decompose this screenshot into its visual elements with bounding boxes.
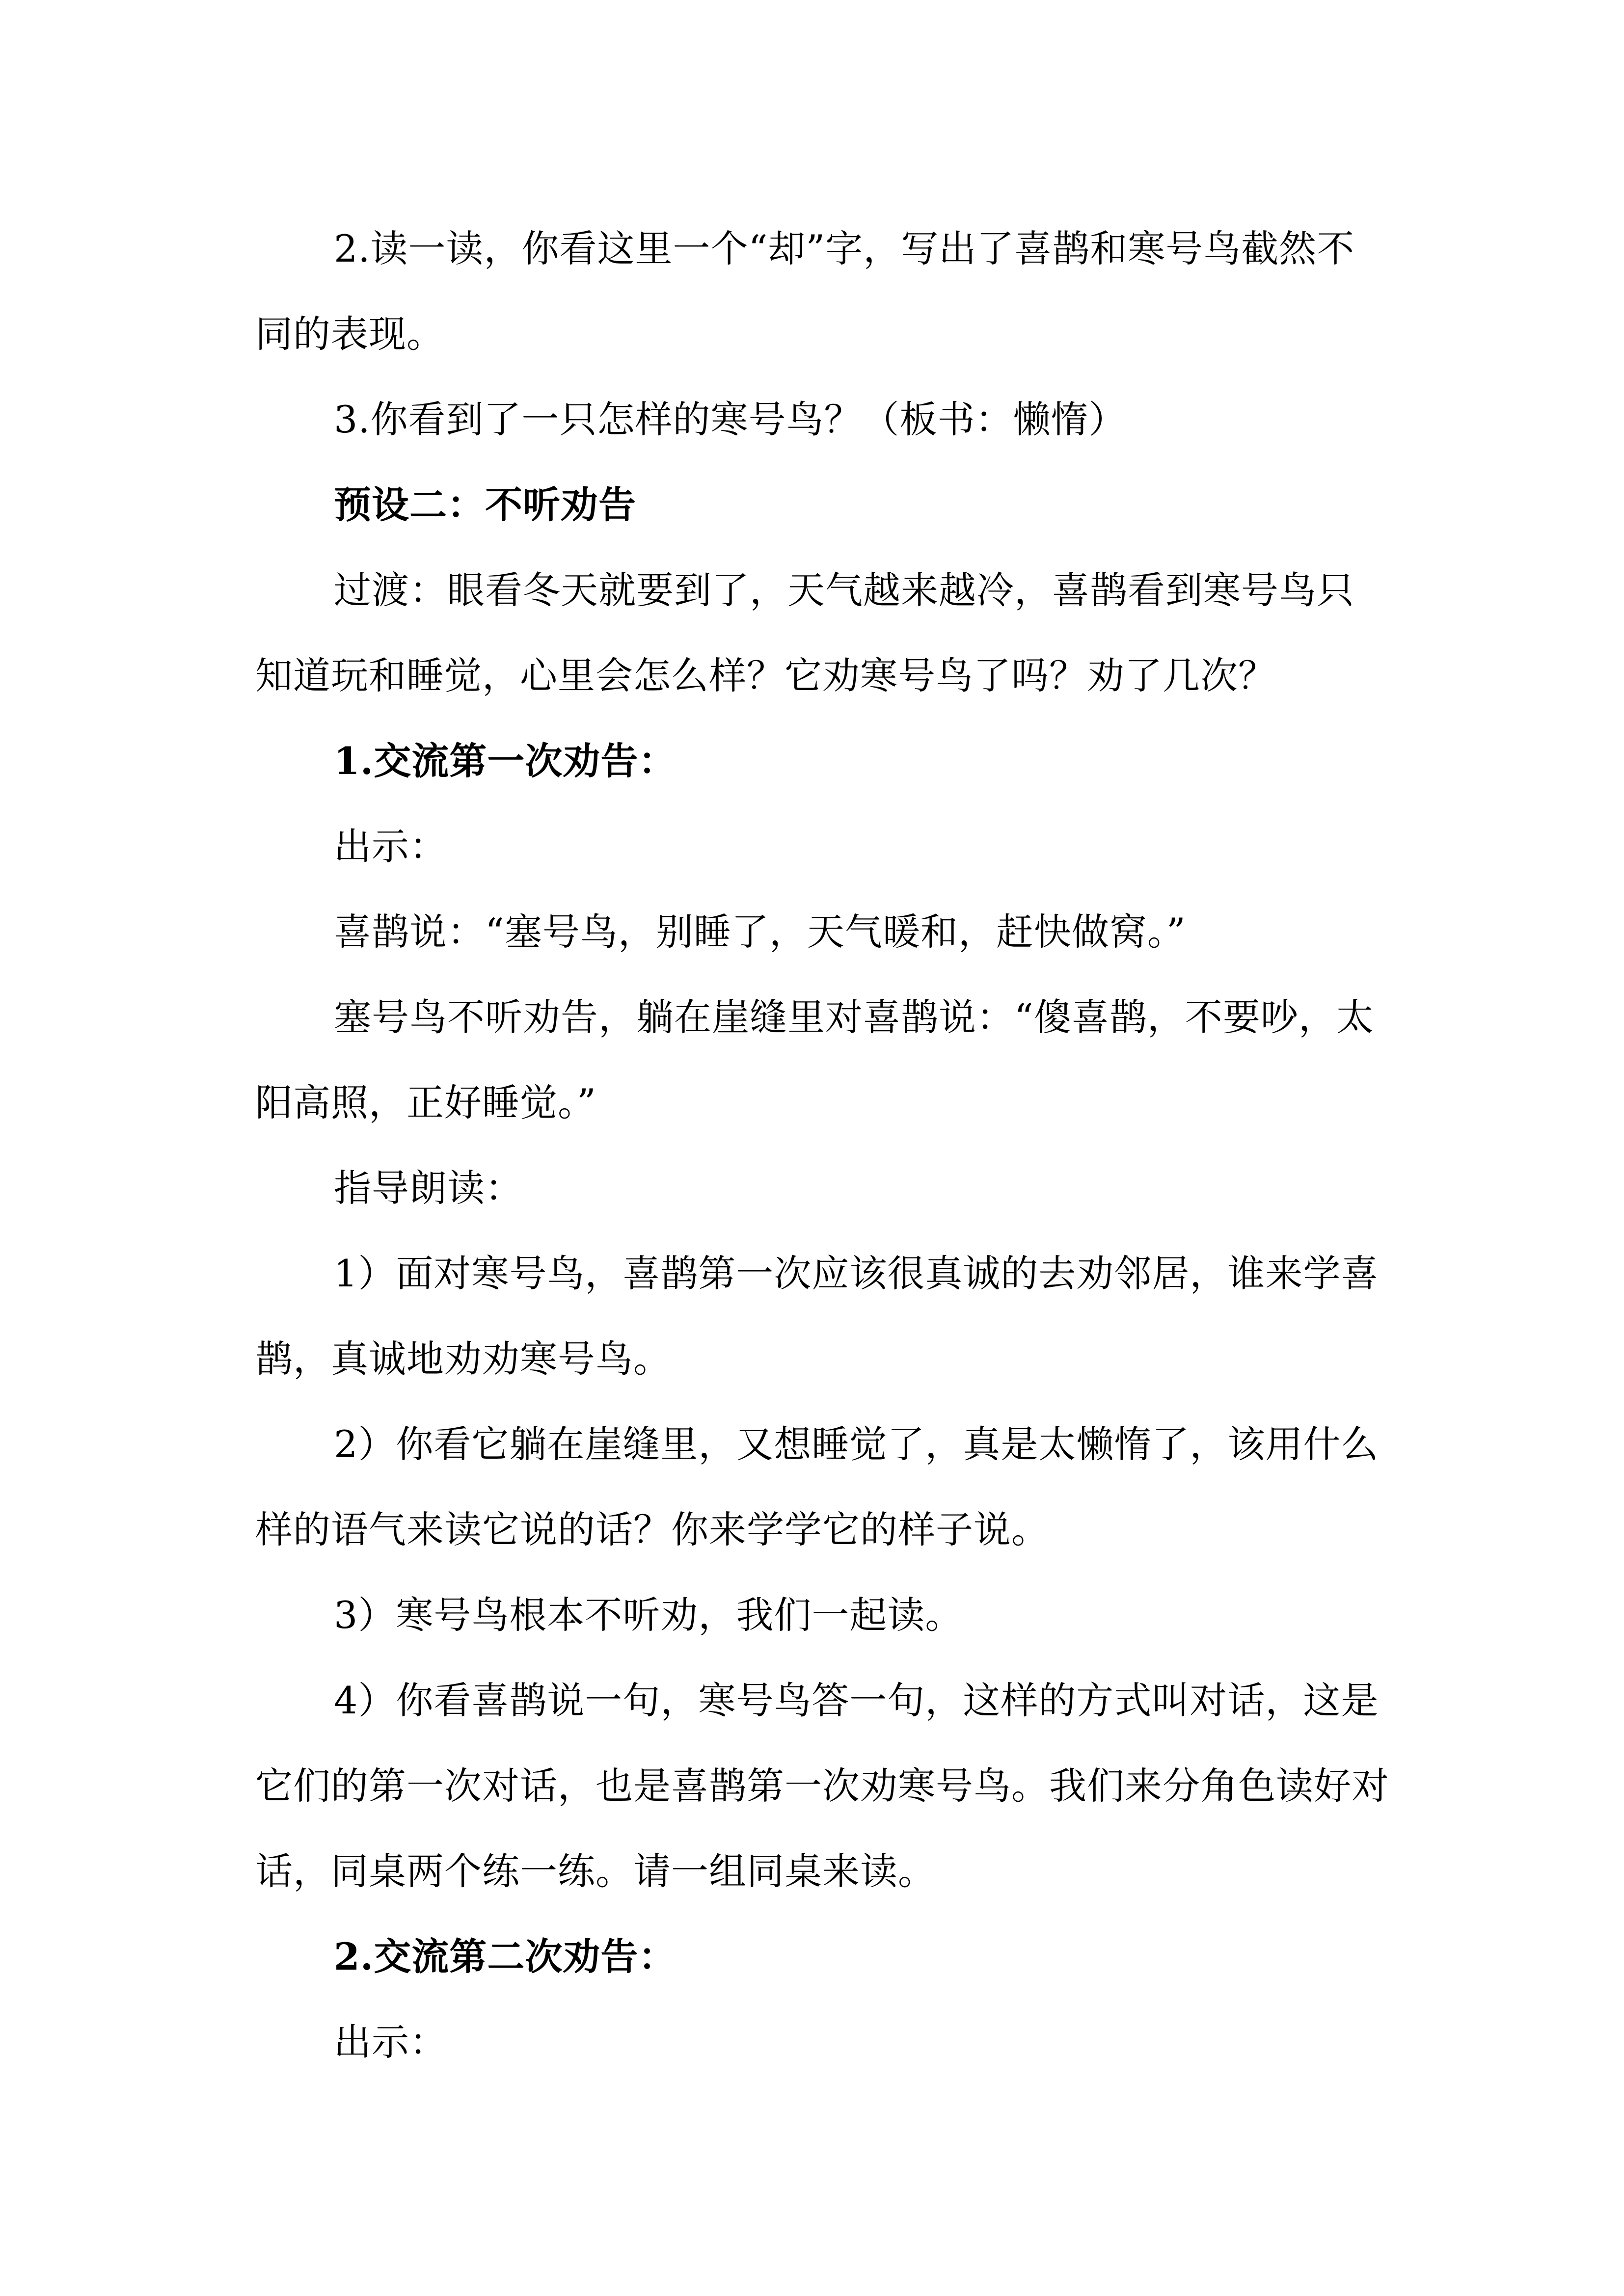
paragraph-reading-que: 2.读一读，你看这里一个“却”字，写出了喜鹊和寒号鸟截然不同的表现。 <box>255 227 1355 356</box>
paragraph-bird-replies: 塞号鸟不听劝告，躺在崖缝里对喜鹊说：“傻喜鹊，不要吵，太阳高照，正好睡觉。” <box>255 995 1374 1124</box>
document-body <box>255 206 1389 2085</box>
heading-first-advice: 1.交流第一次劝告： <box>334 739 677 783</box>
paragraph-guide-1: 1）面对寒号鸟，喜鹊第一次应该很真诚的去劝邻居，谁来学喜鹊，真诚地劝劝寒号鸟。 <box>255 1252 1379 1381</box>
paragraph-magpie-says: 喜鹊说：“塞号鸟，别睡了，天气暖和，赶快做窝。” <box>334 910 1186 954</box>
paragraph-guide-2: 2）你看它躺在崖缝里，又想睡觉了，真是太懒惰了，该用什么样的语气来读它说的话？你来学学它的样子说。 <box>255 1422 1379 1551</box>
heading-preset-two: 预设二：不听劝告 <box>334 483 636 527</box>
paragraph-transition: 过渡：眼看冬天就要到了，天气越来越冷，喜鹊看到寒号鸟只知道玩和睡觉，心里会怎么样？它劝寒号鸟了吗？劝了几次？ <box>255 568 1354 697</box>
paragraph-show-1: 出示： <box>334 825 447 868</box>
paragraph-show-2: 出示： <box>334 2020 447 2064</box>
paragraph-guide-3: 3）寒号鸟根本不听劝，我们一起读。 <box>334 1593 963 1637</box>
paragraph-question-bird: 3.你看到了一只怎样的寒号鸟？（板书：懒惰） <box>334 398 1127 441</box>
paragraph-guide-4: 4）你看喜鹊说一句，寒号鸟答一句，这样的方式叫对话，这是它们的第一次对话，也是喜鹊第一次劝寒号鸟。我们来分角色读好对话，同桌两个练一练。请一组同桌来读。 <box>255 1679 1389 1893</box>
heading-second-advice: 2.交流第二次劝告： <box>334 1935 677 1978</box>
paragraph-reading-guide: 指导朗读： <box>334 1166 523 1210</box>
